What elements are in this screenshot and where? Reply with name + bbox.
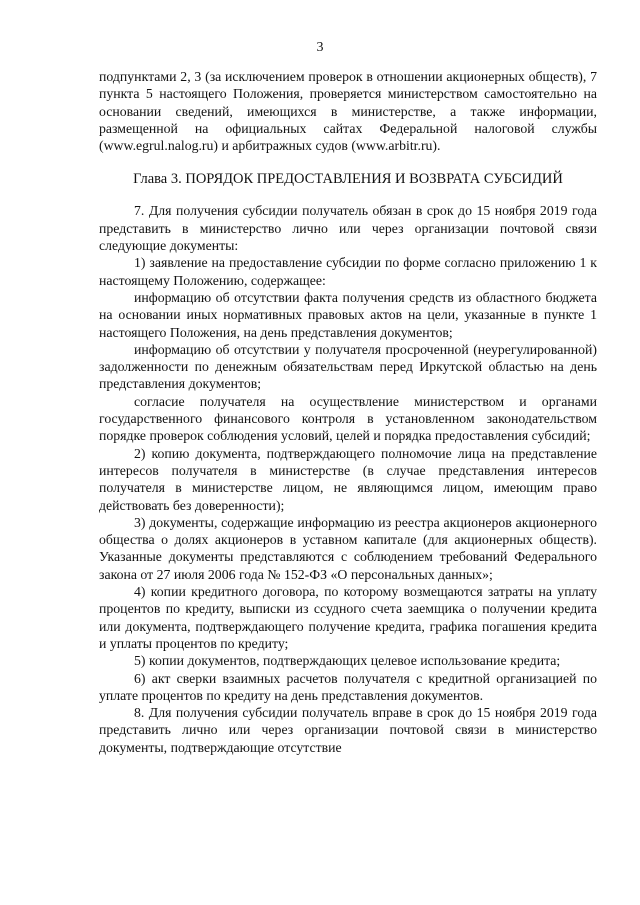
paragraph-item-4: 4) копии кредитного договора, по которому возмещаются затраты на уплату процентов по кредиту, выписки из ссудного счета заемщика о получении кредита или документа, подтверждающего получение кредита, графика погашения кредита и уплаты процентов по кредиту; — [99, 584, 597, 651]
paragraph-item-1: 1) заявление на предоставление субсидии по форме согласно приложению 1 к настоящему Положению, содержащее: — [99, 255, 597, 288]
paragraph-no-debt-info: информацию об отсутствии у получателя просроченной (неурегулированной) задолженности по денежным обязательствам перед Иркутской областью на день представления документов; — [99, 341, 597, 392]
paragraph-consent: согласие получателя на осуществление министерством и органами государственного финансового контроля в установленном законодательством порядке проверок соблюдения условий, целей и порядка предоставления субсидий; — [99, 393, 597, 444]
paragraph-item-3: 3) документы, содержащие информацию из реестра акционеров акционерного общества о долях акционеров в уставном капитале (для акционерных обществ). Указанные документы представляются с соблюдением требований Федерального закона от 27 июля 2006 года № 152-ФЗ «О персональных данных»; — [99, 514, 597, 582]
chapter-title: Глава 3. ПОРЯДОК ПРЕДОСТАВЛЕНИЯ И ВОЗВРАТА СУБСИДИЙ — [133, 171, 563, 188]
paragraph-item-6: 6) акт сверки взаимных расчетов получателя с кредитной организацией по уплате процентов по кредиту на день представления документов. — [99, 670, 597, 703]
page-number: 3 — [316, 40, 324, 55]
document-body — [99, 68, 597, 756]
intro-paragraph: подпунктами 2, 3 (за исключением проверок в отношении акционерных обществ), 7 пункта 5 настоящего Положения, проверяется министерством самостоятельно на основании сведений, имеющихся в министерстве, а также информации, размещенной на официальных сайтах Федеральной налоговой службы (www.egrul.nalog.ru) и арбитражных судов (www.arbitr.ru). — [99, 69, 597, 154]
paragraph-8: 8. Для получения субсидии получатель вправе в срок до 15 ноября 2019 года представить лично или через организации почтовой связи в министерство документы, подтверждающие отсутствие — [99, 705, 597, 755]
paragraph-item-2: 2) копию документа, подтверждающего полномочие лица на представление интересов получателя в министерстве (в случае представления интересов получателя в министерстве лицом, не являющимся лицом, имеющим право действовать без доверенности); — [99, 445, 597, 513]
paragraph-7: 7. Для получения субсидии получатель обязан в срок до 15 ноября 2019 года представить в министерство лично или через организации почтовой связи следующие документы: — [99, 203, 597, 254]
paragraph-item-5: 5) копии документов, подтверждающих целевое использование кредита; — [134, 653, 561, 669]
paragraph-no-funds-info: информацию об отсутствии факта получения средств из областного бюджета на основании иных нормативных правовых актов на цели, указанные в пункте 1 настоящего Положения, на день представления документов; — [99, 289, 597, 340]
